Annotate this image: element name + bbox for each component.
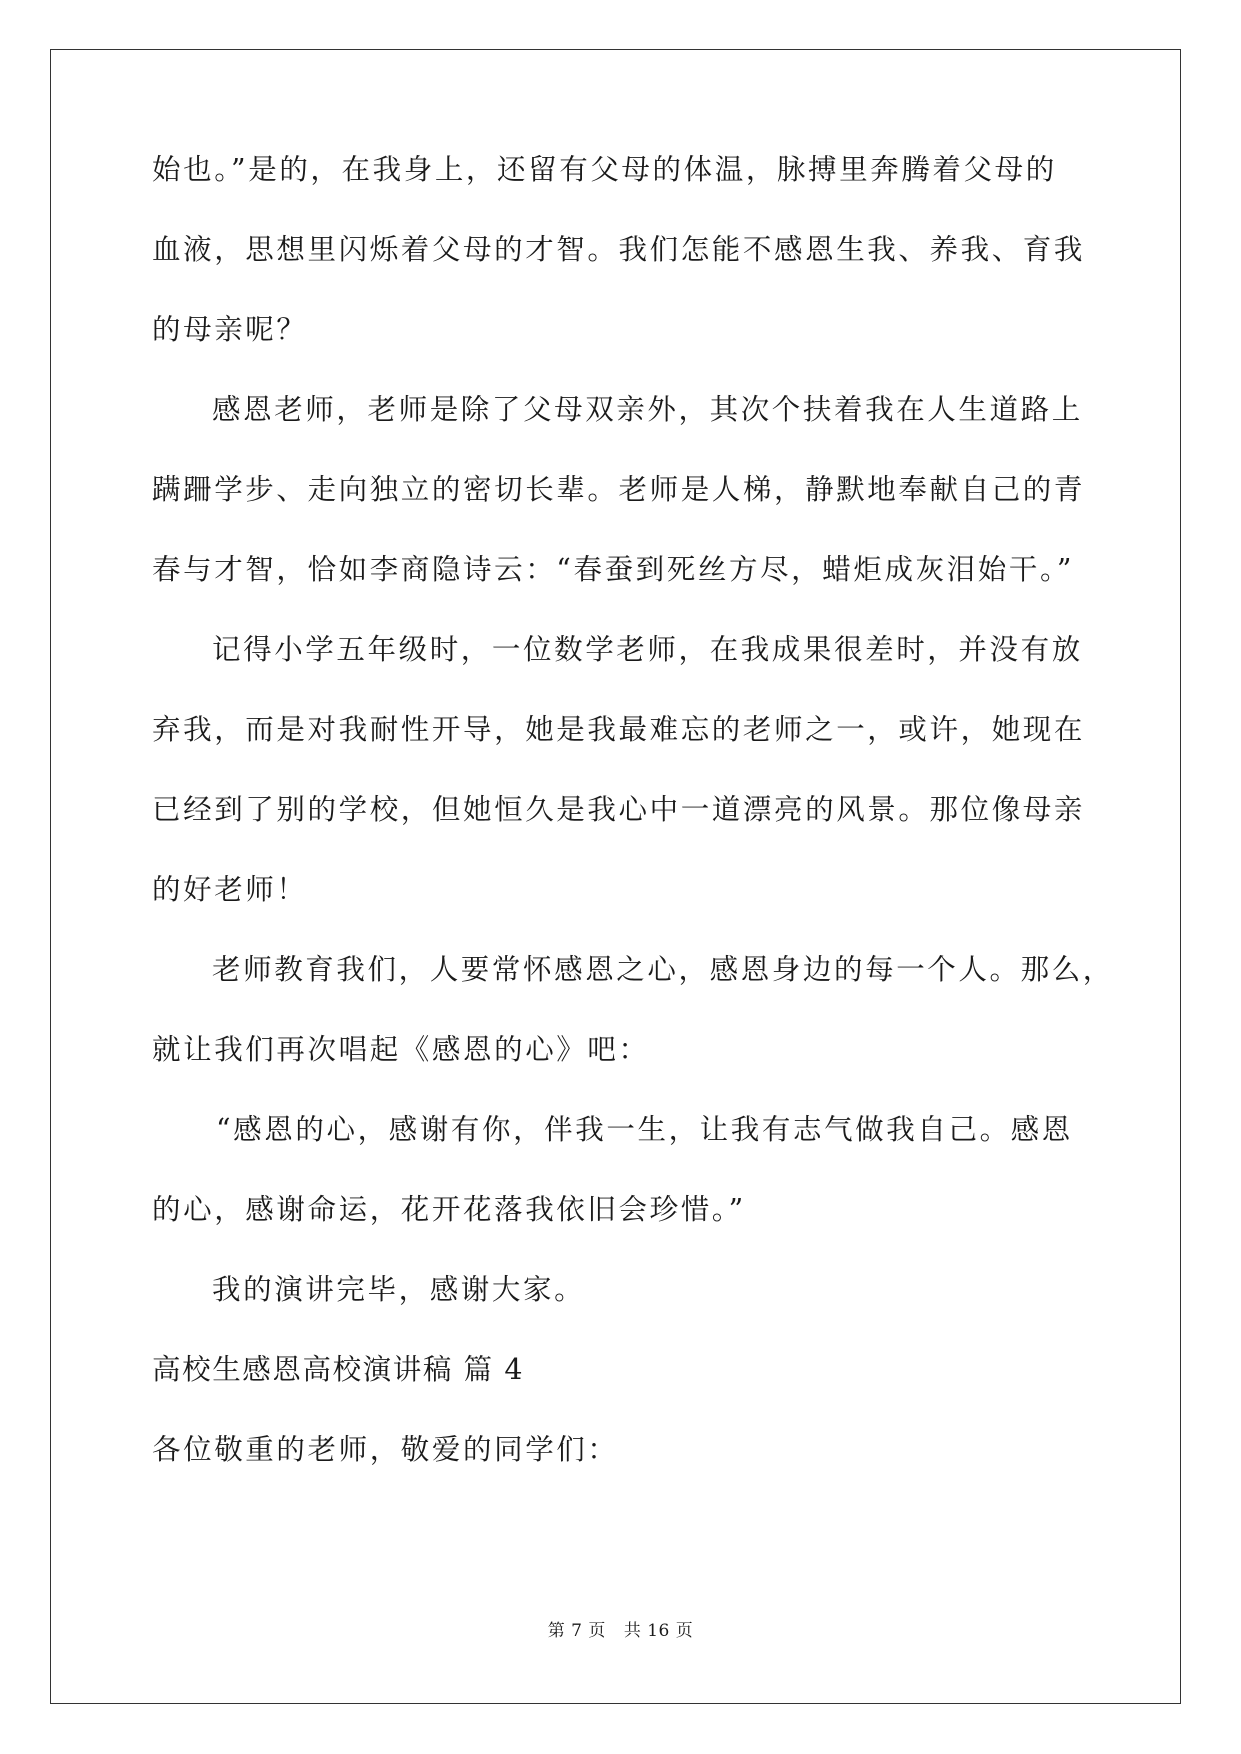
paragraph-line: 就让我们再次唱起《感恩的心》吧：	[152, 1033, 650, 1066]
paragraph-line: 蹒跚学步、走向独立的密切长辈。老师是人梯，静默地奉献自己的青	[152, 473, 1086, 506]
page-total: 共 16 页	[623, 1621, 694, 1641]
quote-line: “感恩的心，感谢有你，伴我一生，让我有志气做我自己。感恩	[216, 1113, 1073, 1146]
section-heading: 高校生感恩高校演讲稿 篇 4	[152, 1353, 525, 1386]
quote-line: 的心，感谢命运，花开花落我依旧会珍惜。”	[152, 1193, 746, 1226]
page-footer	[0, 1616, 1241, 1641]
salutation-line: 各位敬重的老师，敬爱的同学们：	[152, 1433, 619, 1466]
paragraph-line: 已经到了别的学校，但她恒久是我心中一道漂亮的风景。那位像母亲	[152, 793, 1086, 826]
paragraph-line: 的母亲呢？	[152, 313, 308, 346]
paragraph-line: 感恩老师，老师是除了父母双亲外，其次个扶着我在人生道路上	[212, 393, 1083, 426]
page-number: 第 7 页	[547, 1621, 606, 1641]
paragraph-line: 弃我，而是对我耐性开导，她是我最难忘的老师之一，或许，她现在	[152, 713, 1086, 746]
document-body	[152, 150, 1114, 1510]
paragraph-line: 春与才智，恰如李商隐诗云：“春蚕到死丝方尽，蜡炬成灰泪始干。”	[152, 553, 1074, 586]
paragraph-line: 的好老师！	[152, 873, 308, 906]
paragraph-line: 始也。”是的，在我身上，还留有父母的体温，脉搏里奔腾着父母的	[152, 153, 1057, 186]
paragraph-line: 记得小学五年级时，一位数学老师，在我成果很差时，并没有放	[212, 633, 1083, 666]
paragraph-line: 血液，思想里闪烁着父母的才智。我们怎能不感恩生我、养我、育我	[152, 233, 1086, 266]
paragraph-line: 老师教育我们，人要常怀感恩之心，感恩身边的每一个人。那么，	[212, 953, 1114, 986]
paragraph-line: 我的演讲完毕，感谢大家。	[212, 1273, 586, 1306]
